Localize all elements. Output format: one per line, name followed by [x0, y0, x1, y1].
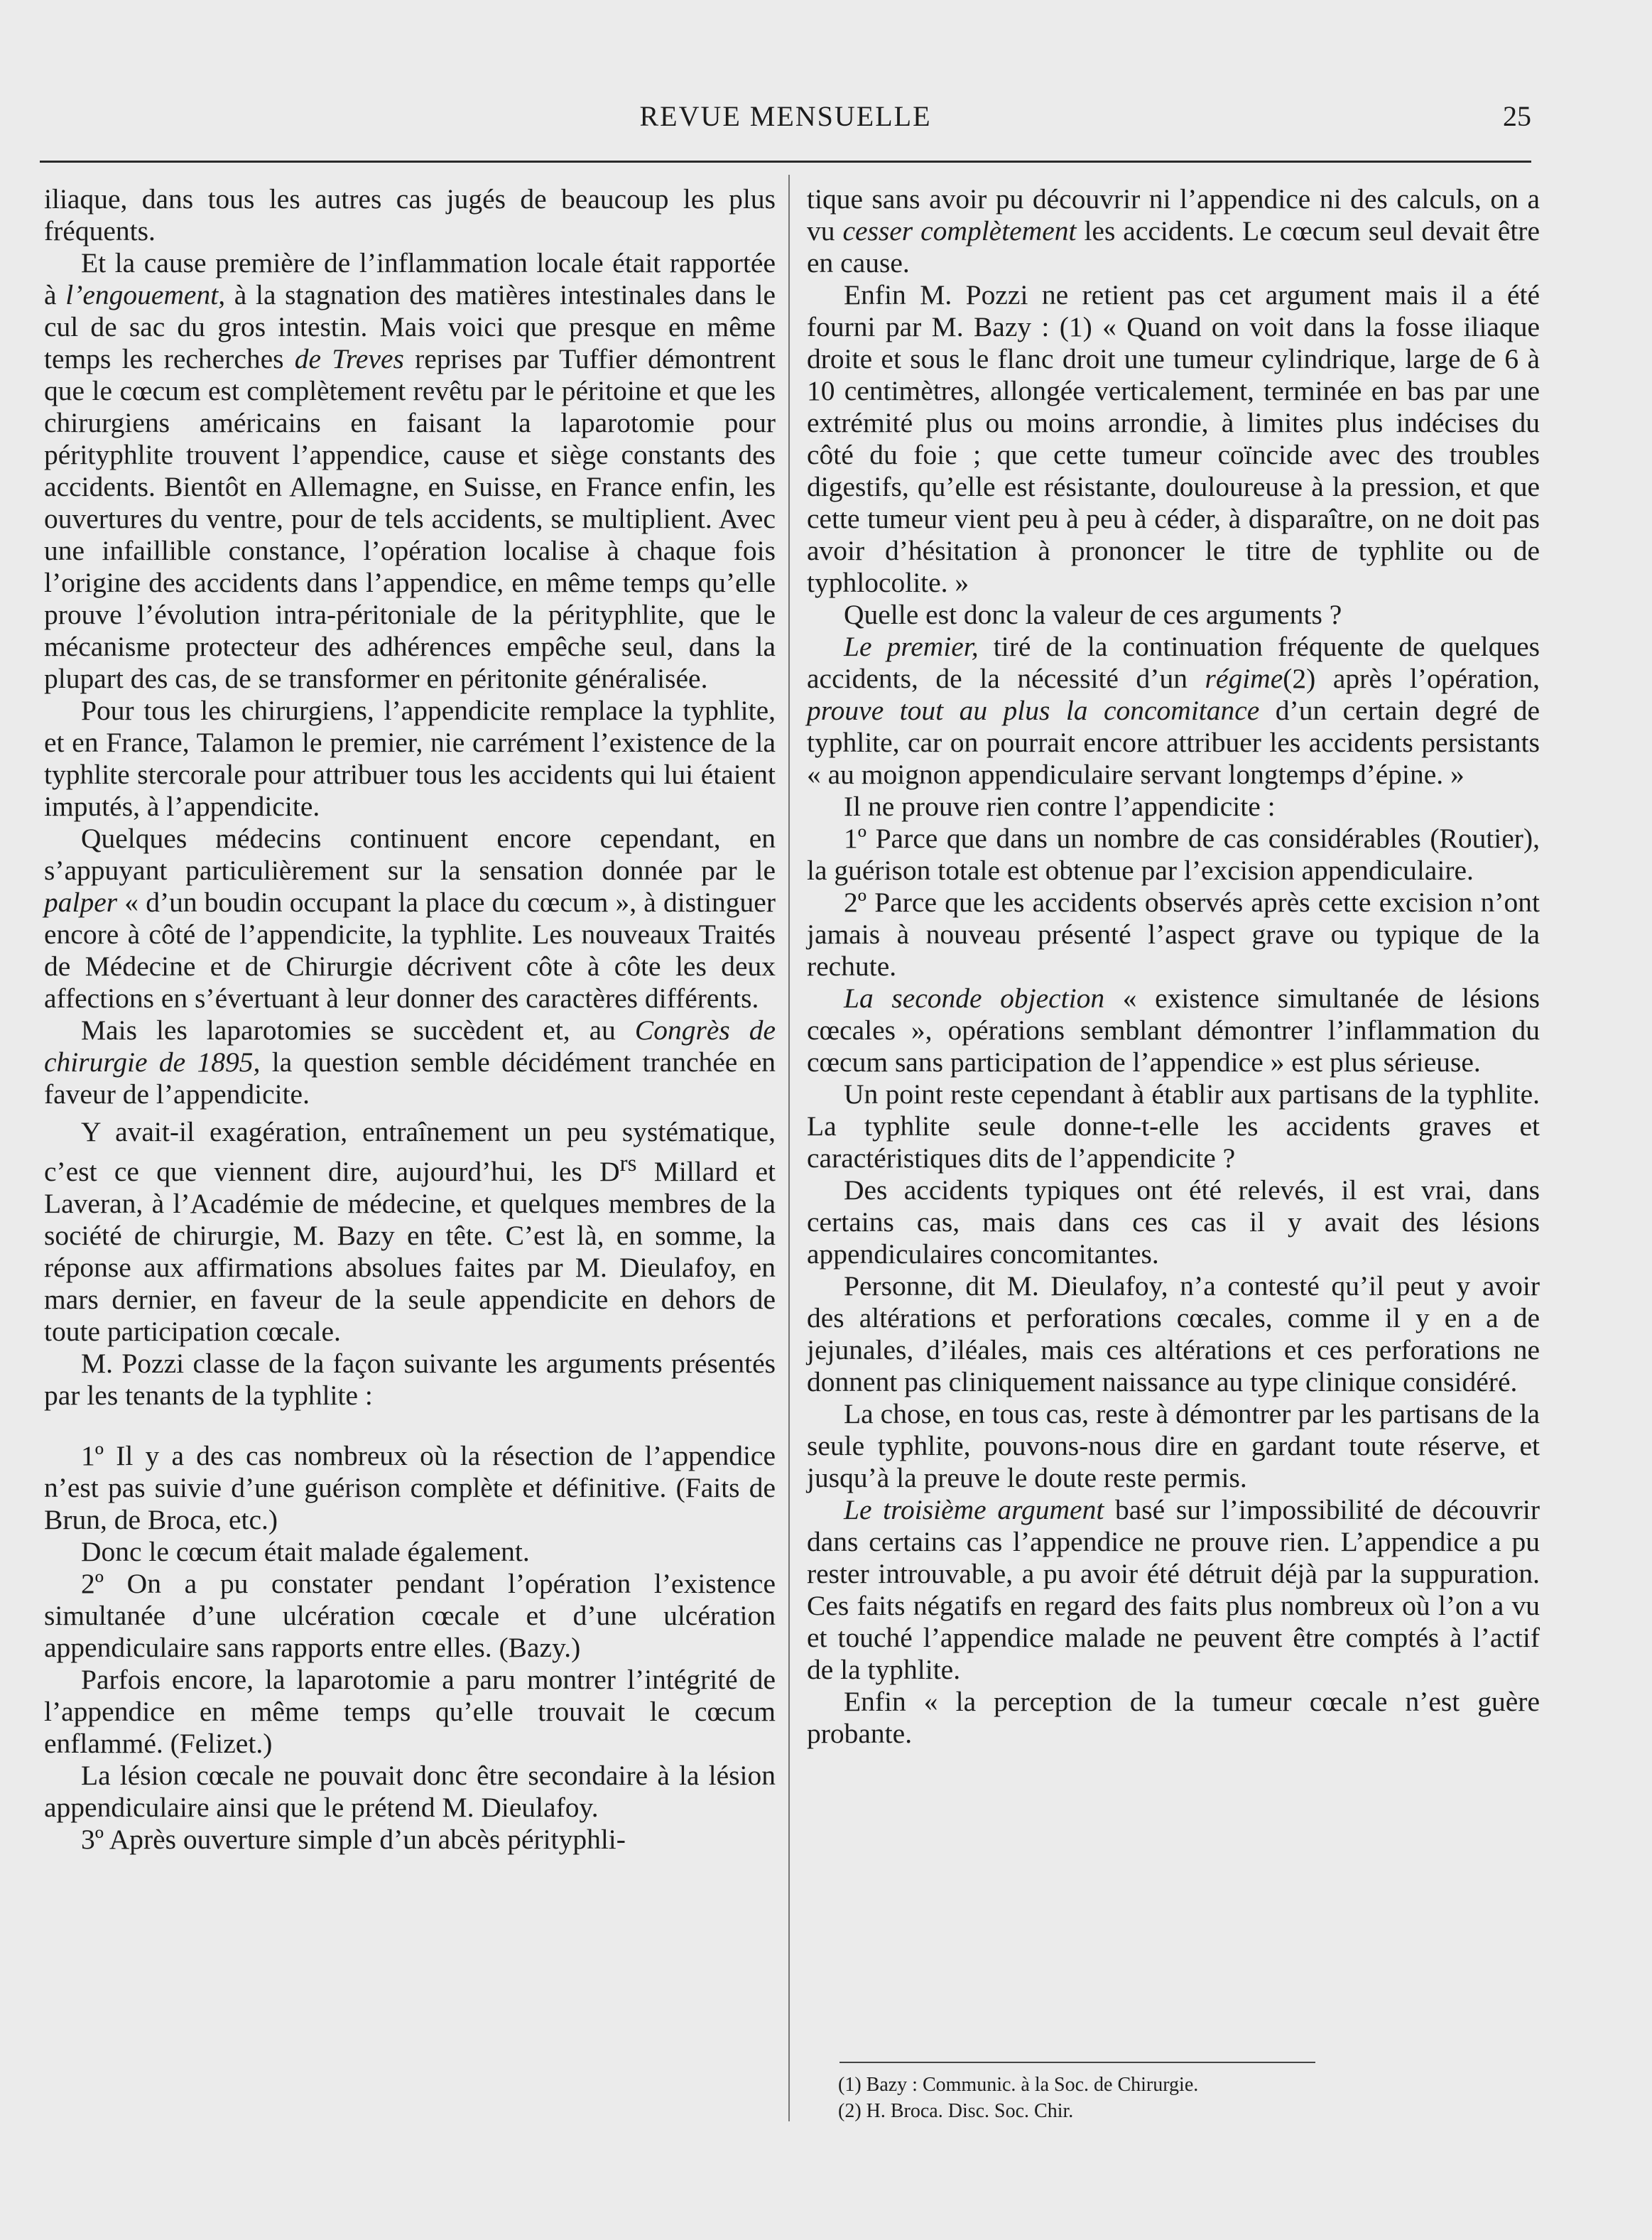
footnote: (2) H. Broca. Disc. Soc. Chir.	[838, 2100, 1074, 2122]
header-rule	[40, 161, 1531, 163]
paragraph: Parfois encore, la laparotomie a paru montrer l’intégrité de l’appendice en même temps qu’elle trouvait le cœcum enflammé. (Felizet.)	[44, 1664, 776, 1760]
paragraph: Enfin « la perception de la tumeur cœcale n’est guère probante.	[807, 1686, 1540, 1749]
paragraph: La seconde objection « existence simultanée de lésions cœcales », opérations semblant démontrer l’inflammation du cœcum sans participation de l’appendice » est plus sérieuse.	[807, 983, 1540, 1078]
paragraph: Et la cause première de l’inflammation locale était rapportée à l’engouement, à la stagnation des matières intestinales dans le cul de sac du gros intestin. Mais voici que presque en même temps les recherches de Treves reprises par Tuffier démontrent que le cœcum est complètement revêtu par le péritoine et que les chirurgiens américains en faisant la laparotomie pour pérityphlite trouvent l’appendice, cause et siège constants des accidents. Bientôt en Allemagne, en Suisse, en France enfin, les ouvertures du ventre, pour de tels accidents, se multiplient. Avec une infaillible constance, l’opération localise à chaque fois l’origine des accidents dans l’appendice, en même temps qu’elle prouve l’évolution intra-péritoniale de la pérityphlite, que le mécanisme protecteur des adhérences empêche seul, dans la plupart des cas, de se transformer en péritonite généralisée.	[44, 247, 776, 694]
paragraph: La chose, en tous cas, reste à démontrer par les partisans de la seule typhlite, pouvons-nous dire en gardant toute réserve, et jusqu’à la preuve le doute reste permis.	[807, 1398, 1540, 1493]
paragraph: Un point reste cependant à établir aux partisans de la typhlite. La typhlite seule donne-t-elle les accidents graves et caractéristiques dits de l’appendicite ?	[807, 1078, 1540, 1174]
paragraph: M. Pozzi classe de la façon suivante les arguments présentés par les tenants de la typhlite :	[44, 1348, 776, 1412]
paragraph: iliaque, dans tous les autres cas jugés de beaucoup les plus fréquents.	[44, 183, 776, 247]
right-column	[807, 183, 1540, 1750]
paragraph: Donc le cœcum était malade également.	[81, 1536, 530, 1568]
paragraph: 3º Après ouverture simple d’un abcès pérityphli-	[81, 1824, 626, 1856]
paragraph: Quelques médecins continuent encore cependant, en s’appuyant particulièrement sur la sensation donnée par le palper « d’un boudin occupant la place du cœcum », à distinguer encore à côté de l’appendicite, la typhlite. Les nouveaux Traités de Médecine et de Chirurgie décrivent côte à côte les deux affections en s’évertuant à leur donner des caractères différents.	[44, 823, 776, 1014]
paragraph: Pour tous les chirurgiens, l’appendicite remplace la typhlite, et en France, Talamon le premier, nie carrément l’existence de la typhlite stercorale pour attribuer tous les accidents qui lui étaient imputés, à l’appendicite.	[44, 695, 776, 822]
paragraph: La lésion cœcale ne pouvait donc être secondaire à la lésion appendiculaire ainsi que le prétend M. Dieulafoy.	[44, 1760, 776, 1824]
footnote: (1) Bazy : Communic. à la Soc. de Chirurgie.	[838, 2074, 1199, 2096]
paragraph: Y avait-il exagération, entraînement un peu systématique, c’est ce que viennent dire, aujourd’hui, les $D^{rs}$ Millard et Laveran, à l’Académie de médecine, et quelques membres de la société de chirurgie, M. Bazy en tête. C’est là, en somme, la réponse aux affirmations absolues faites par M. Dieulafoy, en mars dernier, en faveur de la seule appendicite en dehors de toute participation cœcale.	[44, 1116, 776, 1348]
paragraph: Personne, dit M. Dieulafoy, n’a contesté qu’il peut y avoir des altérations et perforations cœcales, comme il y en a de jejunales, d’iléales, mais ces altérations et ces perforations ne donnent pas cliniquement naissance au type clinique considéré.	[807, 1270, 1540, 1397]
paragraph: Le troisième argument basé sur l’impossibilité de découvrir dans certains cas l’appendice ne prouve rien. L’appendice a pu rester introuvable, a pu avoir été détruit déjà par la suppuration. Ces faits négatifs en regard des faits plus nombreux où l’on a vu et touché l’appendice malade ne peuvent être comptés à l’actif de la typhlite.	[807, 1494, 1540, 1685]
column-divider	[788, 175, 790, 2121]
paragraph: Le premier, tiré de la continuation fréquente de quelques accidents, de la nécessité d’un régime(2) après l’opération, prouve tout au plus la concomitance d’un certain degré de typhlite, car on pourrait encore attribuer les accidents persistants « au moignon appendiculaire servant longtemps d’épine. »	[807, 631, 1540, 790]
paragraph: Mais les laparotomies se succèdent et, au Congrès de chirurgie de 1895, la question semble décidément tranchée en faveur de l’appendicite.	[44, 1015, 776, 1110]
paragraph: Enfin M. Pozzi ne retient pas cet argument mais il a été fourni par M. Bazy : (1) « Quand on voit dans la fosse iliaque droite et sous le flanc droit une tumeur cylindrique, large de 6 à 10 centimètres, allongée verticalement, terminée en bas par une extrémité plus ou moins arrondie, à limites plus indécises du côté du foie ; que cette tumeur coïncide avec des troubles digestifs, qu’elle est résistante, douloureuse à la pression, et que cette tumeur vient peu à peu à céder, à disparaître, on ne doit pas avoir d’hésitation à prononcer le titre de typhlite ou de typhlocolite. »	[807, 279, 1540, 598]
left-column	[44, 183, 776, 1856]
footnotes	[838, 2072, 1534, 2124]
paragraph: 1º Il y a des cas nombreux où la résection de l’appendice n’est pas suivie d’une guérison complète et définitive. (Faits de Brun, de Broca, etc.)	[44, 1440, 776, 1536]
running-header	[40, 99, 1531, 149]
page-number: 25	[1503, 100, 1531, 132]
footnote-rule	[839, 2062, 1315, 2063]
paragraph: Quelle est donc la valeur de ces arguments ?	[844, 599, 1342, 630]
paragraph: tique sans avoir pu découvrir ni l’appendice ni des calculs, on a vu cesser complètement les accidents. Le cœcum seul devait être en cause.	[807, 183, 1540, 278]
journal-title: REVUE MENSUELLE	[639, 100, 932, 132]
paragraph: 2º On a pu constater pendant l’opération l’existence simultanée d’une ulcération cœcale et d’une ulcération appendiculaire sans rapports entre elles. (Bazy.)	[44, 1568, 776, 1664]
paragraph: 1º Parce que dans un nombre de cas considérables (Routier), la guérison totale est obtenue par l’excision appendiculaire.	[807, 823, 1540, 886]
paragraph: Des accidents typiques ont été relevés, il est vrai, dans certains cas, mais dans ces cas il y avait des lésions appendiculaires concomitantes.	[807, 1174, 1540, 1270]
paragraph: 2º Parce que les accidents observés après cette excision n’ont jamais à nouveau présenté l’aspect grave ou typique de la rechute.	[807, 887, 1540, 982]
paragraph: Il ne prouve rien contre l’appendicite :	[844, 791, 1276, 822]
